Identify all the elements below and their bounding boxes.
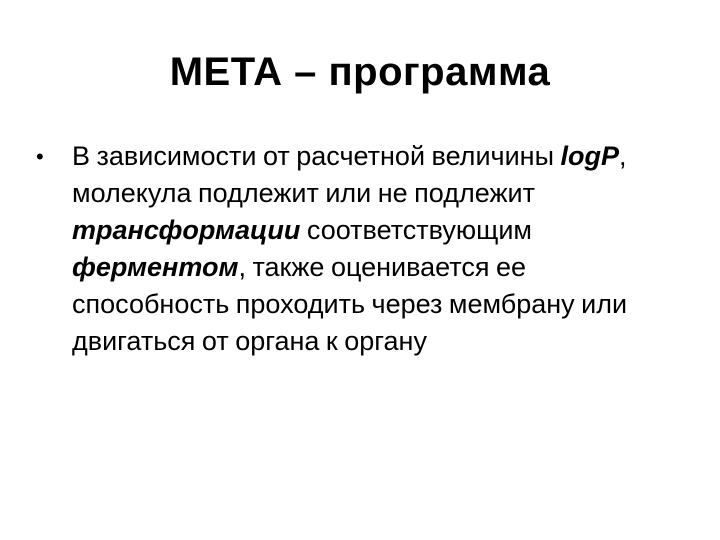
bullet-text <box>72 141 627 356</box>
slide-body <box>36 138 676 360</box>
slide-title: МЕТА – программа <box>169 50 551 94</box>
emphasis-logp: logP <box>560 141 619 171</box>
emphasis-transformation: трансформации <box>72 215 301 245</box>
bullet-item <box>36 138 676 360</box>
emphasis-enzyme: ферментом <box>72 252 239 282</box>
text-segment: , молекула подлежит или не подлежит <box>72 141 627 208</box>
bullet-dot-icon: • <box>36 144 44 169</box>
text-segment: соответствующим <box>300 215 532 245</box>
text-segment: В зависимости от расчетной величины <box>72 141 561 171</box>
text-segment: , также оценивается ее способность проходить через мембрану или двигаться от органа к органу <box>72 252 628 356</box>
